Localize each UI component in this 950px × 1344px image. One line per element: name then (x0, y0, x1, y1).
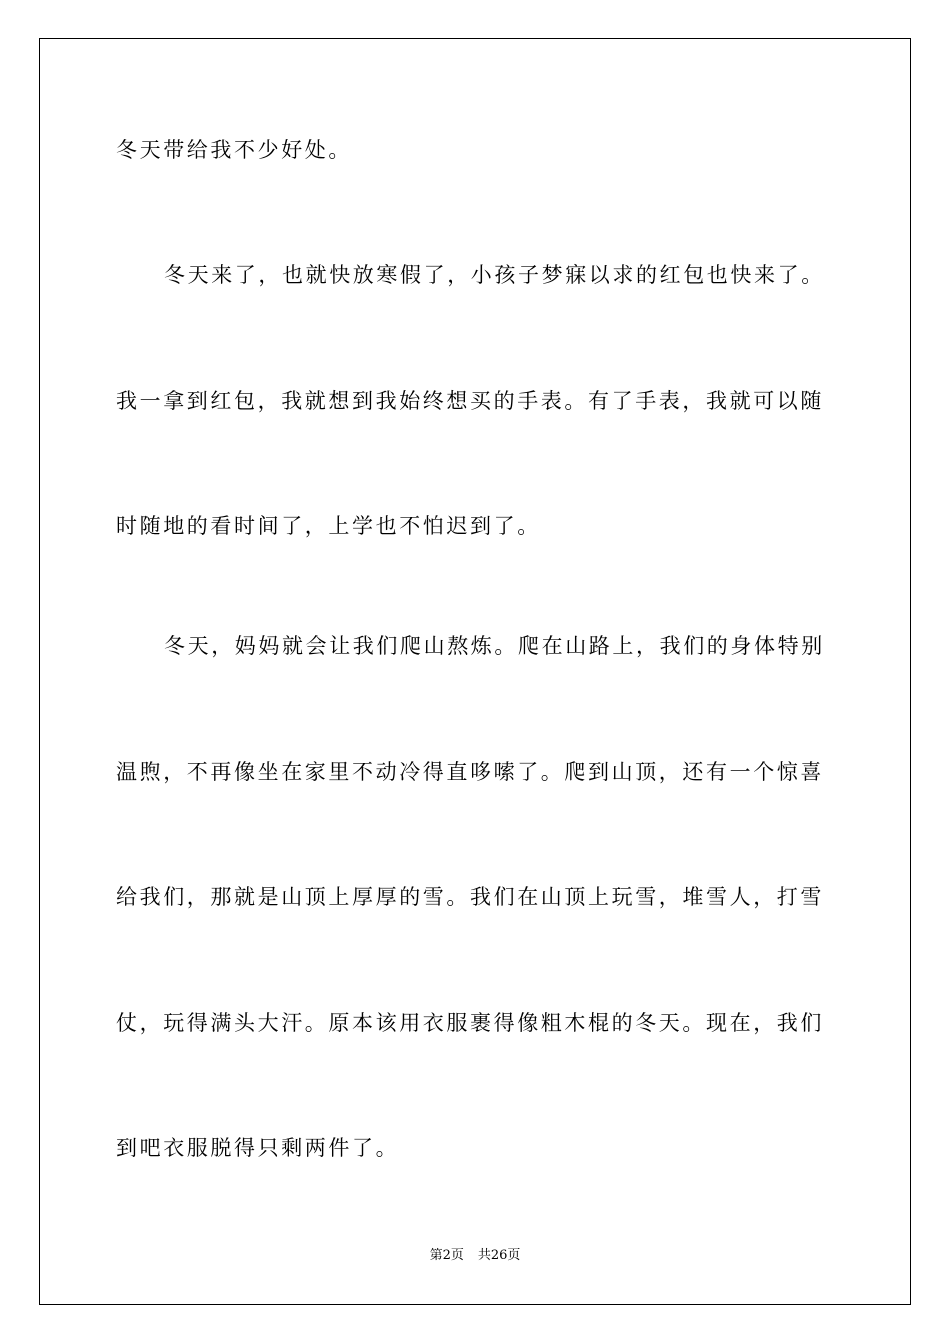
page-border (39, 38, 911, 1305)
text-line-4: 时随地的看时间了，上学也不怕迟到了。 (116, 514, 541, 538)
text-line-6: 温煦，不再像坐在家里不动冷得直哆嗦了。爬到山顶，还有一个惊喜 (116, 760, 824, 784)
text-line-9: 到吧衣服脱得只剩两件了。 (116, 1136, 400, 1160)
page-number: 第2页 (429, 1248, 464, 1263)
text-line-5: 冬天，妈妈就会让我们爬山熬炼。爬在山路上，我们的身体特别 (164, 634, 825, 658)
text-line-2: 冬天来了，也就快放寒假了，小孩子梦寐以求的红包也快来了。 (164, 263, 825, 287)
page-total: 共26页 (477, 1248, 521, 1263)
text-line-3: 我一拿到红包，我就想到我始终想买的手表。有了手表，我就可以随 (116, 389, 824, 413)
text-line-1: 冬天带给我不少好处。 (116, 138, 352, 162)
text-line-7: 给我们，那就是山顶上厚厚的雪。我们在山顶上玩雪，堆雪人，打雪 (116, 885, 824, 909)
page-footer (0, 1247, 950, 1265)
text-line-8: 仗，玩得满头大汗。原本该用衣服裹得像粗木棍的冬天。现在，我们 (116, 1011, 824, 1035)
